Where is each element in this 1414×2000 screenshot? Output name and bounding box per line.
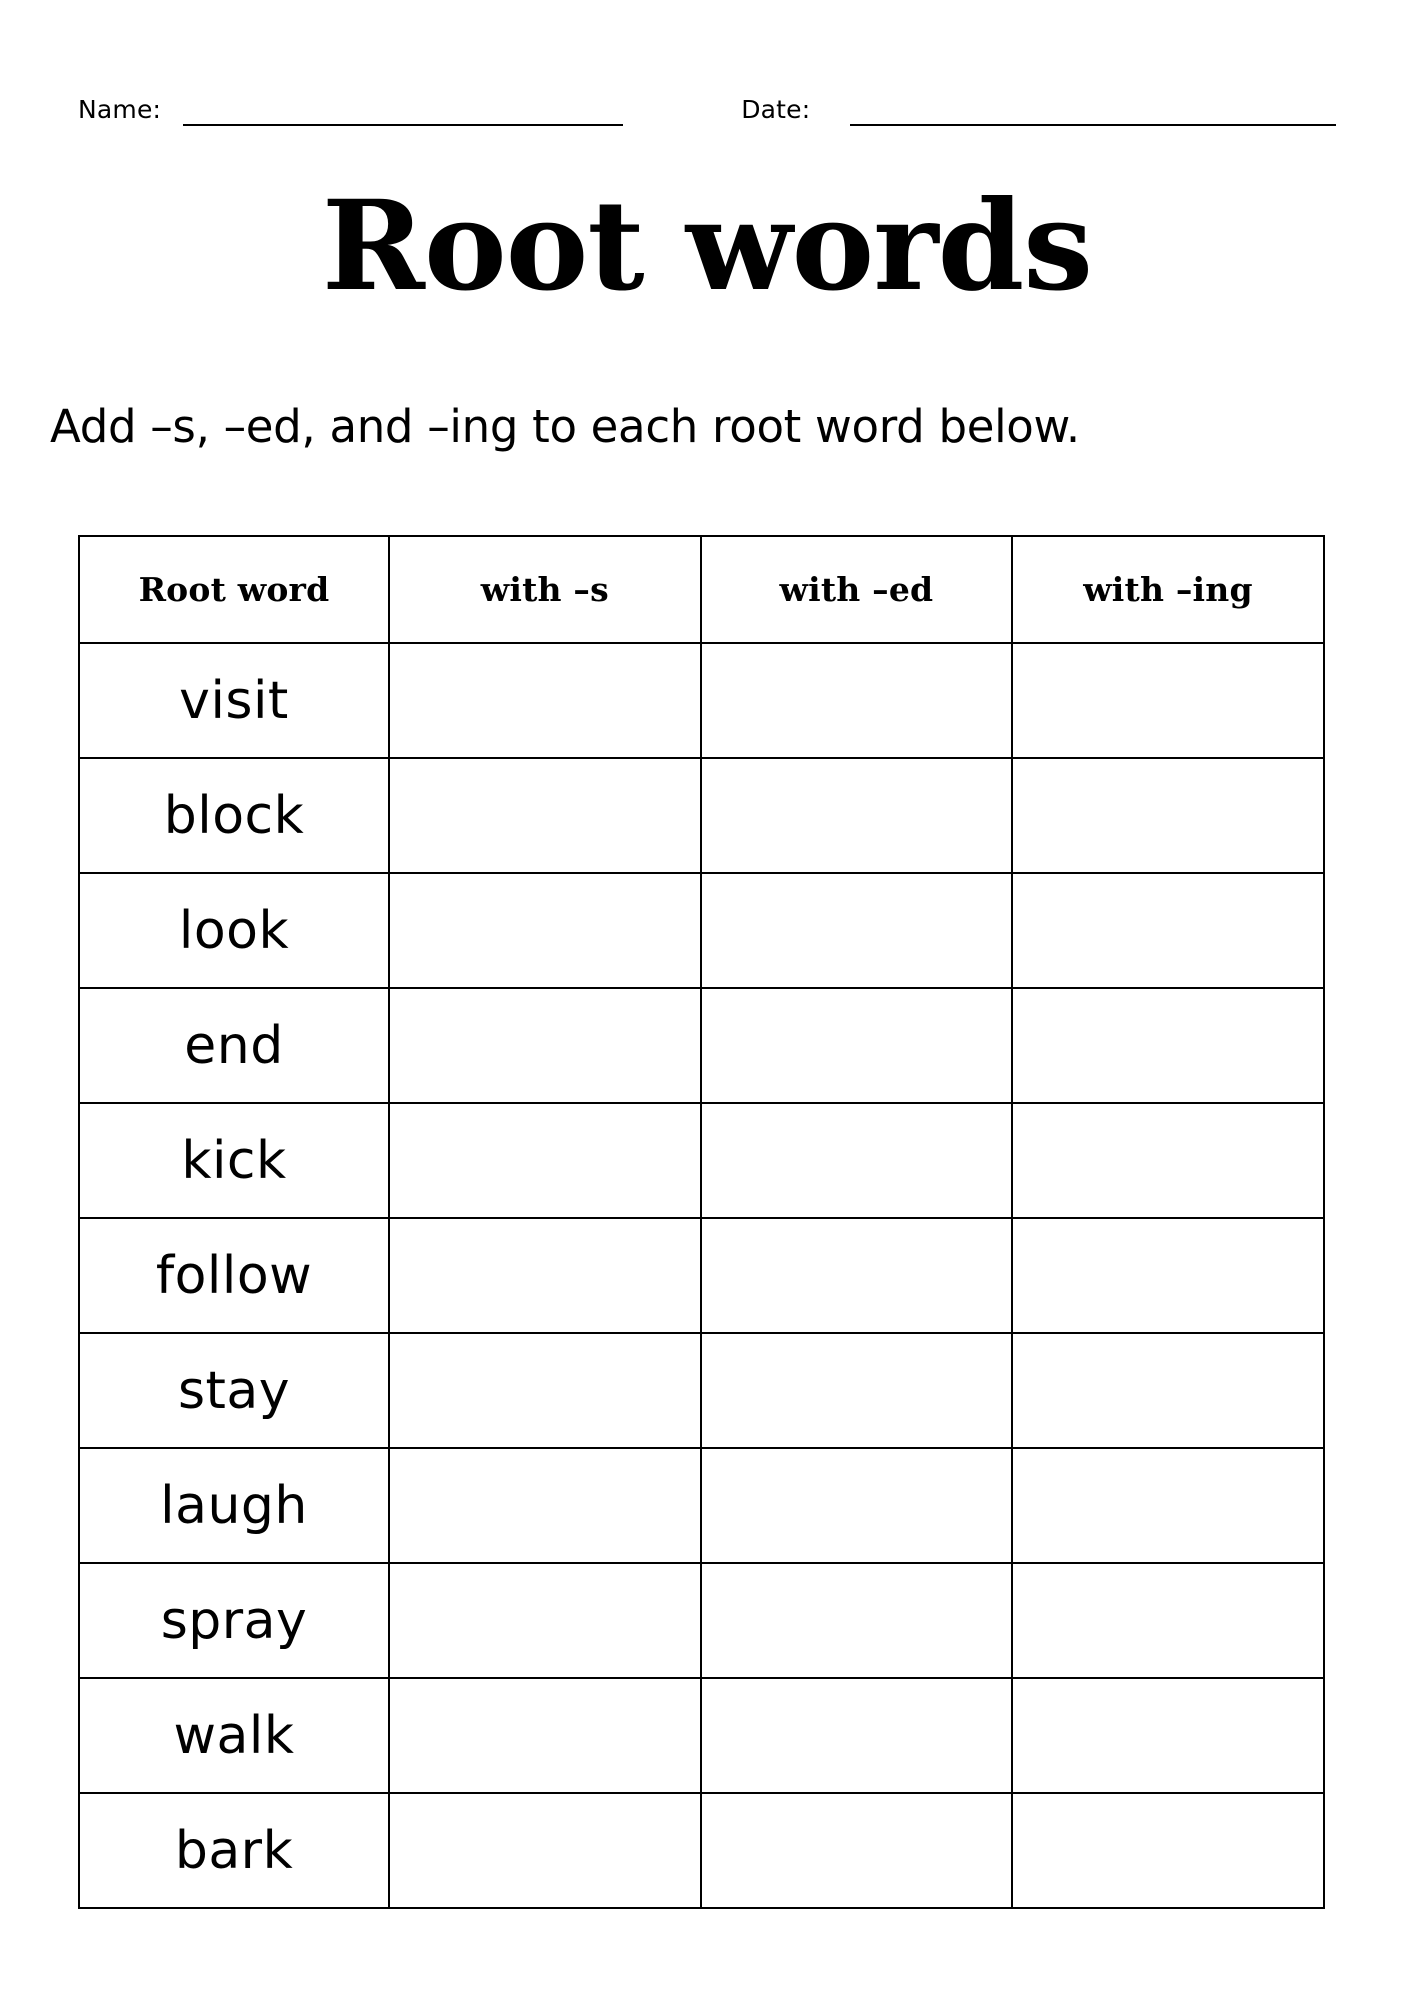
answer-cell-with-ed[interactable] (701, 643, 1013, 758)
answer-cell-with-ing[interactable] (1012, 873, 1324, 988)
answer-cell-with-ed[interactable] (701, 873, 1013, 988)
answer-cell-with-s[interactable] (389, 988, 701, 1103)
answer-cell-with-s[interactable] (389, 643, 701, 758)
table-row (79, 1448, 1324, 1563)
answer-cell-with-ing[interactable] (1012, 1563, 1324, 1678)
answer-cell-with-ed[interactable] (701, 1793, 1013, 1908)
table-row (79, 1793, 1324, 1908)
answer-cell-with-ing[interactable] (1012, 988, 1324, 1103)
root-words-table (78, 535, 1325, 1909)
root-word-cell: bark (79, 1793, 389, 1908)
root-word-cell: spray (79, 1563, 389, 1678)
answer-cell-with-s[interactable] (389, 873, 701, 988)
column-header-with-ing: with –ing (1012, 536, 1324, 643)
root-word-cell: look (79, 873, 389, 988)
answer-cell-with-ing[interactable] (1012, 1678, 1324, 1793)
table-body (79, 643, 1324, 1908)
table-row (79, 1218, 1324, 1333)
table-row (79, 988, 1324, 1103)
answer-cell-with-ed[interactable] (701, 1563, 1013, 1678)
answer-cell-with-ing[interactable] (1012, 1448, 1324, 1563)
root-word-cell: end (79, 988, 389, 1103)
answer-cell-with-s[interactable] (389, 1333, 701, 1448)
answer-cell-with-s[interactable] (389, 1448, 701, 1563)
instruction-text: Add –s, –ed, and –ing to each root word below. (50, 400, 1080, 453)
answer-cell-with-ing[interactable] (1012, 1333, 1324, 1448)
student-info-row (78, 95, 1336, 126)
root-word-cell: kick (79, 1103, 389, 1218)
table-row (79, 873, 1324, 988)
answer-cell-with-ed[interactable] (701, 1448, 1013, 1563)
table-row (79, 1103, 1324, 1218)
answer-cell-with-ed[interactable] (701, 988, 1013, 1103)
answer-cell-with-ing[interactable] (1012, 1793, 1324, 1908)
table-row (79, 643, 1324, 758)
answer-cell-with-ed[interactable] (701, 1218, 1013, 1333)
answer-cell-with-ing[interactable] (1012, 758, 1324, 873)
answer-cell-with-ing[interactable] (1012, 643, 1324, 758)
answer-cell-with-ing[interactable] (1012, 1218, 1324, 1333)
answer-cell-with-s[interactable] (389, 1563, 701, 1678)
name-label: Name: (78, 95, 162, 124)
column-header-with-ed: with –ed (701, 536, 1013, 643)
answer-cell-with-ed[interactable] (701, 1103, 1013, 1218)
date-label: Date: (741, 95, 811, 124)
table-row (79, 1678, 1324, 1793)
root-word-cell: block (79, 758, 389, 873)
date-input-line[interactable] (850, 98, 1336, 126)
root-word-cell: visit (79, 643, 389, 758)
root-word-cell: follow (79, 1218, 389, 1333)
root-word-cell: laugh (79, 1448, 389, 1563)
table-row (79, 1563, 1324, 1678)
answer-cell-with-s[interactable] (389, 1793, 701, 1908)
answer-cell-with-ed[interactable] (701, 758, 1013, 873)
name-input-line[interactable] (183, 98, 623, 126)
answer-cell-with-s[interactable] (389, 1218, 701, 1333)
answer-cell-with-s[interactable] (389, 758, 701, 873)
column-header-with-s: with –s (389, 536, 701, 643)
root-word-cell: walk (79, 1678, 389, 1793)
answer-cell-with-ed[interactable] (701, 1333, 1013, 1448)
answer-cell-with-ed[interactable] (701, 1678, 1013, 1793)
root-word-cell: stay (79, 1333, 389, 1448)
table-row (79, 758, 1324, 873)
column-header-root-word: Root word (79, 536, 389, 643)
answer-cell-with-ing[interactable] (1012, 1103, 1324, 1218)
page-title: Root words (321, 174, 1093, 319)
table-header-row (79, 536, 1324, 643)
answer-cell-with-s[interactable] (389, 1103, 701, 1218)
answer-cell-with-s[interactable] (389, 1678, 701, 1793)
table-row (79, 1333, 1324, 1448)
